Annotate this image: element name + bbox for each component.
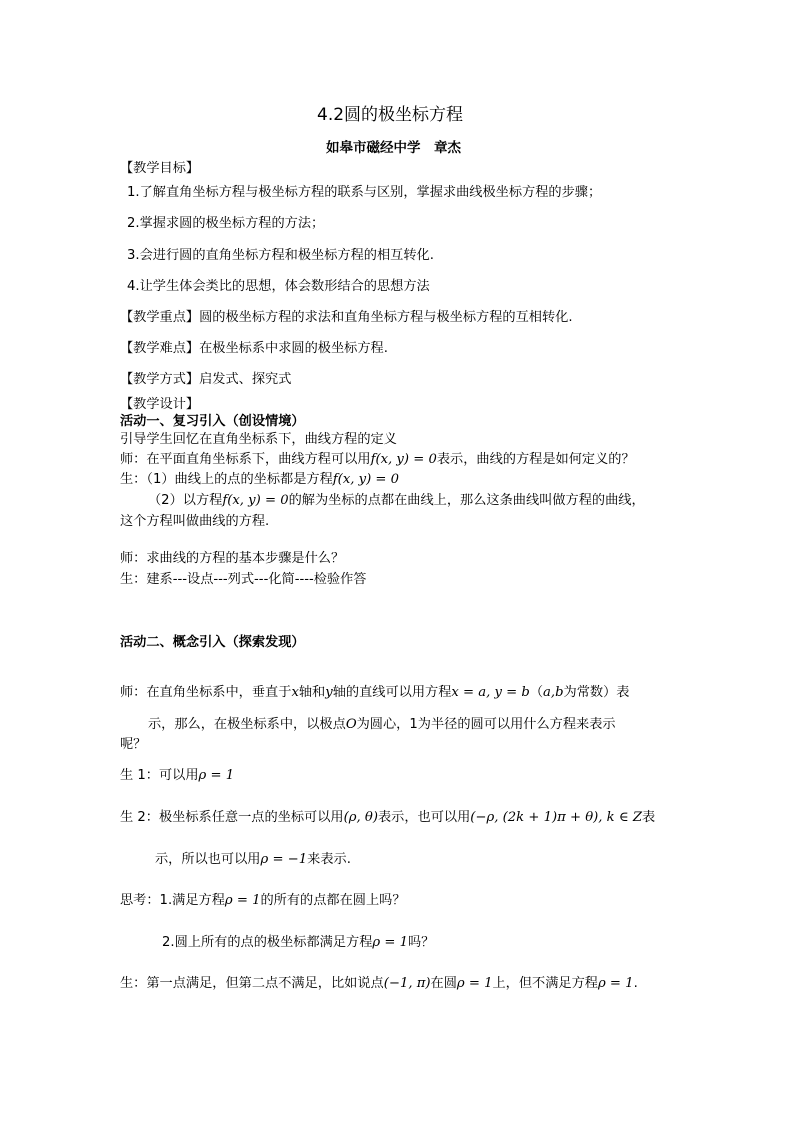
math-formula: (−1, π) xyxy=(383,976,431,991)
math-formula: ρ = 1 xyxy=(372,935,408,950)
student2-answer xyxy=(120,809,655,827)
student1-answer xyxy=(120,767,234,785)
doc-title: 4.2圆的极坐标方程 xyxy=(317,105,464,125)
text-run: （ xyxy=(529,685,544,700)
text-run: 的所有的点都在圆上吗？ xyxy=(260,893,406,908)
doc-author: 如皋市磁经中学 章杰 xyxy=(326,140,461,156)
activity2-teacher-line1 xyxy=(120,684,629,702)
activity1-question2: 师：求曲线的方程的基本步骤是什么？ xyxy=(120,551,345,566)
objectives-heading: 【教学目标】 xyxy=(120,161,200,176)
math-formula: ρ = 1 xyxy=(224,893,261,908)
difficulty-text: 在极坐标系中求圆的极坐标方程. xyxy=(199,341,388,356)
teaching-method xyxy=(120,371,291,389)
text-run: 师：在平面直角坐标系下，曲线方程可以用 xyxy=(120,452,371,467)
math-formula: (−ρ, (2k + 1)π + θ), k ∈ Z xyxy=(470,810,642,825)
math-var: a,b xyxy=(543,685,564,700)
method-text: 启发式、探究式 xyxy=(199,372,292,387)
text-run: 的解为坐标的点都在曲线上，那么这条曲线叫做方程的曲线， xyxy=(288,493,645,508)
method-label: 【教学方式】 xyxy=(120,372,200,387)
activity1-intro: 引导学生回忆在直角坐标系下，曲线方程的定义 xyxy=(120,432,397,447)
key-point-text: 圆的极坐标方程的求法和直角坐标方程与极坐标方程的互相转化. xyxy=(199,310,573,325)
objective-item: 1.了解直角坐标方程与极坐标方程的联系与区别，掌握求曲线极坐标方程的步骤； xyxy=(127,185,602,200)
text-run: . xyxy=(633,976,638,991)
math-formula: ρ = 1 xyxy=(456,976,493,991)
activity1-answer1 xyxy=(120,471,399,489)
text-run: （2）以方程 xyxy=(148,493,223,508)
text-run: 轴和 xyxy=(298,685,326,700)
text-run: 思考：1.满足方程 xyxy=(120,893,225,908)
activity2-heading: 活动二、概念引入（探索发现） xyxy=(120,635,305,650)
math-formula: ρ = 1 xyxy=(597,976,634,991)
think-question2 xyxy=(162,934,434,952)
key-point-label: 【教学重点】 xyxy=(120,310,200,325)
text-run: 示，那么，在极坐标系中，以极点 xyxy=(148,717,346,732)
text-run: 表 xyxy=(641,810,656,825)
text-run: 生 1：可以用 xyxy=(120,768,199,783)
activity1-answer2-cont: 这个方程叫做曲线的方程. xyxy=(120,514,270,529)
activity1-answer3: 生：建系---设点---列式---化简----检验作答 xyxy=(120,572,367,587)
text-run: 吗？ xyxy=(407,935,435,950)
key-point xyxy=(120,309,573,327)
math-var: x xyxy=(291,685,299,700)
text-run: 来表示. xyxy=(307,852,351,867)
math-formula: x = a, y = b xyxy=(451,685,530,700)
objective-item: 3.会进行圆的直角坐标方程和极坐标方程的相互转化. xyxy=(127,248,434,263)
math-formula: ρ = 1 xyxy=(198,768,235,783)
text-run: 师：在直角坐标系中，垂直于 xyxy=(120,685,292,700)
objective-item: 4.让学生体会类比的思想，体会数形结合的思想方法 xyxy=(127,279,430,294)
difficulty xyxy=(120,340,388,358)
objective-item: 2.掌握求圆的极坐标方程的方法； xyxy=(127,216,325,231)
math-formula: (ρ, θ) xyxy=(343,810,378,825)
text-run: 为圆心，1为半径的圆可以用什么方程来表示 xyxy=(356,717,616,732)
student2-answer-cont xyxy=(155,851,351,869)
math-formula: f(x, y) = 0 xyxy=(222,493,289,508)
math-formula: ρ = −1 xyxy=(260,852,308,867)
text-run: 表示，也可以用 xyxy=(377,810,471,825)
activity1-heading: 活动一、复习引入（创设情境） xyxy=(120,414,305,429)
text-run: 2.圆上所有的点的极坐标都满足方程 xyxy=(162,935,373,950)
activity2-teacher-line3: 呢？ xyxy=(120,737,147,752)
text-run: 生：（1）曲线上的点的坐标都是方程 xyxy=(120,472,333,487)
math-var: O xyxy=(345,717,357,732)
math-formula: f(x, y) = 0 xyxy=(370,452,437,467)
text-run: 轴的直线可以用方程 xyxy=(332,685,452,700)
activity1-answer2 xyxy=(148,492,645,510)
design-heading: 【教学设计】 xyxy=(120,397,200,412)
text-run: 上，但不满足方程 xyxy=(492,976,598,991)
text-run: 在圆 xyxy=(430,976,457,991)
text-run: 示，所以也可以用 xyxy=(155,852,261,867)
text-run: 生：第一点满足，但第二点不满足，比如说点 xyxy=(120,976,384,991)
difficulty-label: 【教学难点】 xyxy=(120,341,200,356)
text-run: 表示，曲线的方程是如何定义的？ xyxy=(436,452,635,467)
math-formula: f(x, y) = 0 xyxy=(332,472,400,487)
activity1-question1 xyxy=(120,451,635,469)
text-run: 为常数）表 xyxy=(563,685,630,700)
student-final-answer xyxy=(120,975,638,993)
math-var: y xyxy=(325,685,333,700)
activity2-teacher-line2 xyxy=(148,716,616,734)
text-run: 生 2：极坐标系任意一点的坐标可以用 xyxy=(120,810,344,825)
think-question1 xyxy=(120,892,406,910)
